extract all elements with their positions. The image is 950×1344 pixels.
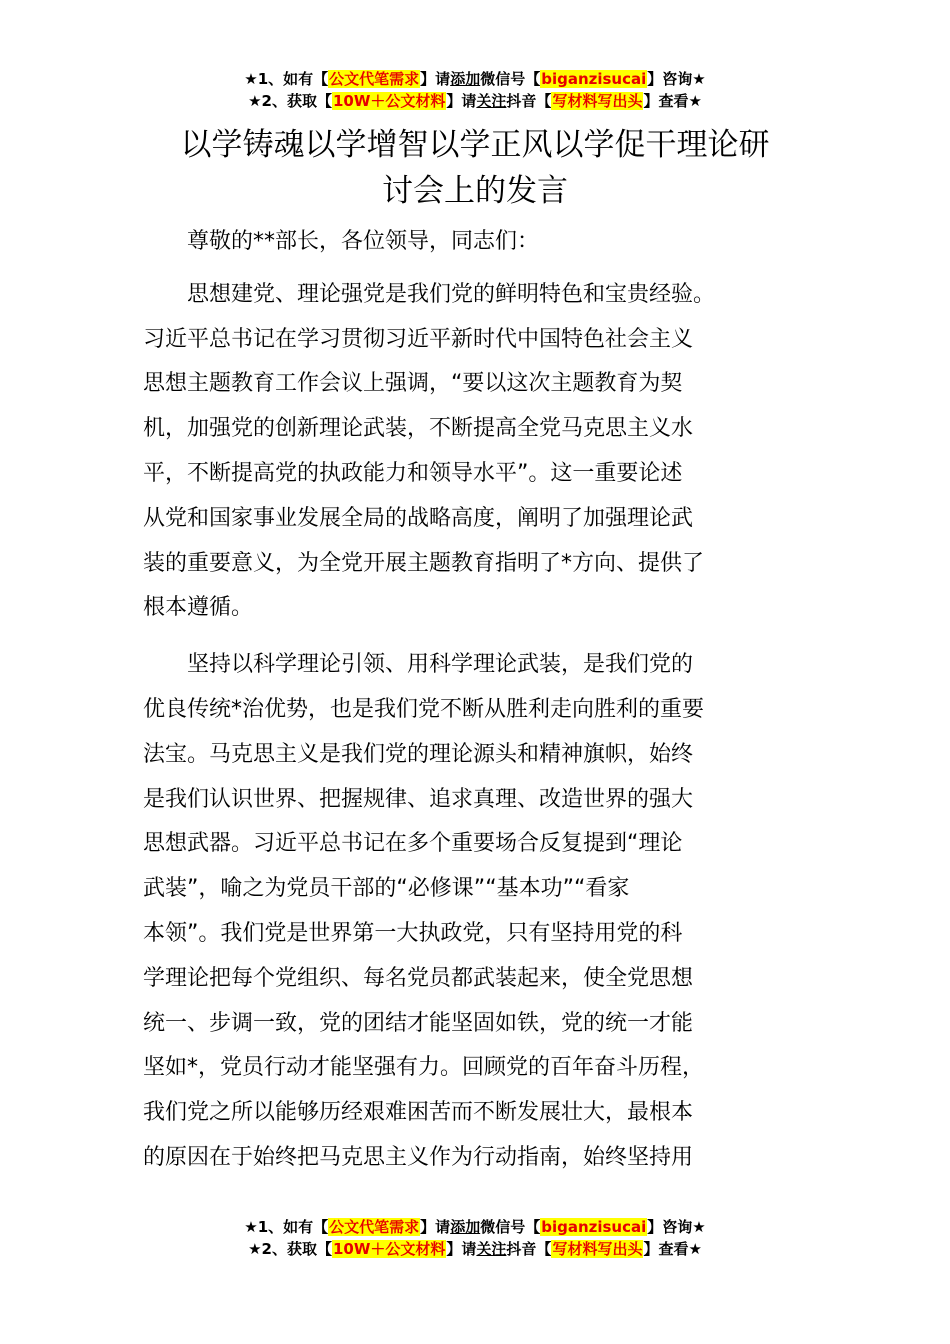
paragraph-2-line: 的原因在于始终把马克思主义作为行动指南，始终坚持用 (143, 1144, 694, 1170)
banner-line-1-mid: 】请 (420, 70, 451, 88)
banner-line-2-suffix: 】查看★ (643, 92, 702, 110)
banner-line-1-prefix: ★1、如有【 (244, 1218, 329, 1236)
banner-line-1-underline: 添加 (450, 1218, 481, 1236)
banner-line-1-suffix: 】咨询★ (647, 1218, 706, 1236)
paragraph-2-line: 武装”，喻之为党员干部的“必修课”“基本功”“看家 (143, 876, 630, 902)
paragraph-1-line: 思想建党、理论强党是我们党的鲜明特色和宝贵经验。 (187, 281, 716, 307)
banner-line-1-highlight-service: 公文代笔需求 (329, 70, 420, 88)
banner-line-1-mid2: 微信号【 (480, 70, 541, 88)
banner-line-2 (0, 90, 950, 112)
paragraph-1-line: 思想主题教育工作会议上强调，“要以这次主题教育为契 (143, 371, 683, 397)
banner-line-1-highlight-service: 公文代笔需求 (329, 1218, 420, 1236)
banner-line-1-mid: 】请 (420, 1218, 451, 1236)
banner-line-2-mid: 】请 (446, 1240, 477, 1258)
banner-line-1-highlight-wechat: biganzisucai (541, 70, 647, 88)
banner-line-2-underline: 关注 (476, 1240, 507, 1258)
top-banner (0, 68, 950, 112)
banner-line-1-prefix: ★1、如有【 (244, 70, 329, 88)
banner-line-2-highlight-materials: 10W＋公文材料 (332, 92, 446, 110)
paragraph-2-line: 法宝。马克思主义是我们党的理论源头和精神旗帜，始终 (143, 741, 694, 767)
banner-line-2-mid2: 抖音【 (506, 92, 552, 110)
banner-line-1-highlight-wechat: biganzisucai (541, 1218, 647, 1236)
paragraph-1-line: 根本遵循。 (143, 595, 254, 621)
banner-line-1-mid2: 微信号【 (480, 1218, 541, 1236)
paragraph-2-line: 学理论把每个党组织、每名党员都武装起来，使全党思想 (143, 965, 694, 991)
document-body (143, 220, 813, 1181)
paragraph-2-line: 坚如*，党员行动才能坚强有力。回顾党的百年奋斗历程， (143, 1055, 705, 1081)
document-title (100, 122, 850, 214)
banner-line-2-mid: 】请 (446, 92, 477, 110)
paragraph-2 (143, 643, 813, 1181)
banner-line-2-suffix: 】查看★ (643, 1240, 702, 1258)
banner-line-1-suffix: 】咨询★ (647, 70, 706, 88)
banner-line-2-prefix: ★2、获取【 (248, 92, 332, 110)
salutation: 尊敬的**部长，各位领导，同志们： (187, 229, 540, 254)
banner-line-2-highlight-douyin: 写材料写出头 (552, 92, 643, 110)
paragraph-1-line: 从党和国家事业发展全局的战略高度，阐明了加强理论武 (143, 505, 694, 531)
paragraph-2-line: 思想武器。习近平总书记在多个重要场合反复提到“理论 (143, 831, 683, 857)
paragraph-1-line: 习近平总书记在学习贯彻习近平新时代中国特色社会主义 (143, 326, 694, 352)
banner-line-1 (0, 1216, 950, 1238)
banner-line-2-underline: 关注 (476, 92, 507, 110)
paragraph-2-line: 是我们认识世界、把握规律、追求真理、改造世界的强大 (143, 786, 694, 812)
paragraph-1-line: 机，加强党的创新理论武装，不断提高全党马克思主义水 (143, 416, 694, 442)
document-title-line-2: 讨会上的发言 (382, 173, 568, 209)
bottom-banner (0, 1216, 950, 1260)
banner-line-1-underline: 添加 (450, 70, 481, 88)
banner-line-2-highlight-douyin: 写材料写出头 (552, 1240, 643, 1258)
paragraph-2-line: 本领”。我们党是世界第一大执政党，只有坚持用党的科 (143, 920, 683, 946)
paragraph-2-line: 我们党之所以能够历经艰难困苦而不断发展壮大，最根本 (143, 1100, 694, 1126)
paragraph-1-line: 装的重要意义，为全党开展主题教育指明了*方向、提供了 (143, 550, 705, 576)
paragraph-2-line: 统一、步调一致，党的团结才能坚固如铁，党的统一才能 (143, 1010, 694, 1036)
paragraph-1-line: 平，不断提高党的执政能力和领导水平”。这一重要论述 (143, 460, 683, 486)
banner-line-2-highlight-materials: 10W＋公文材料 (332, 1240, 446, 1258)
paragraph-1 (143, 273, 813, 631)
paragraph-2-line: 优良传统*治优势，也是我们党不断从胜利走向胜利的重要 (143, 696, 705, 722)
banner-line-2-prefix: ★2、获取【 (248, 1240, 332, 1258)
document-title-line-1: 以学铸魂以学增智以学正风以学促干理论研 (180, 127, 770, 163)
banner-line-1 (0, 68, 950, 90)
paragraph-2-line: 坚持以科学理论引领、用科学理论武装，是我们党的 (187, 652, 694, 678)
banner-line-2 (0, 1238, 950, 1260)
banner-line-2-mid2: 抖音【 (506, 1240, 552, 1258)
